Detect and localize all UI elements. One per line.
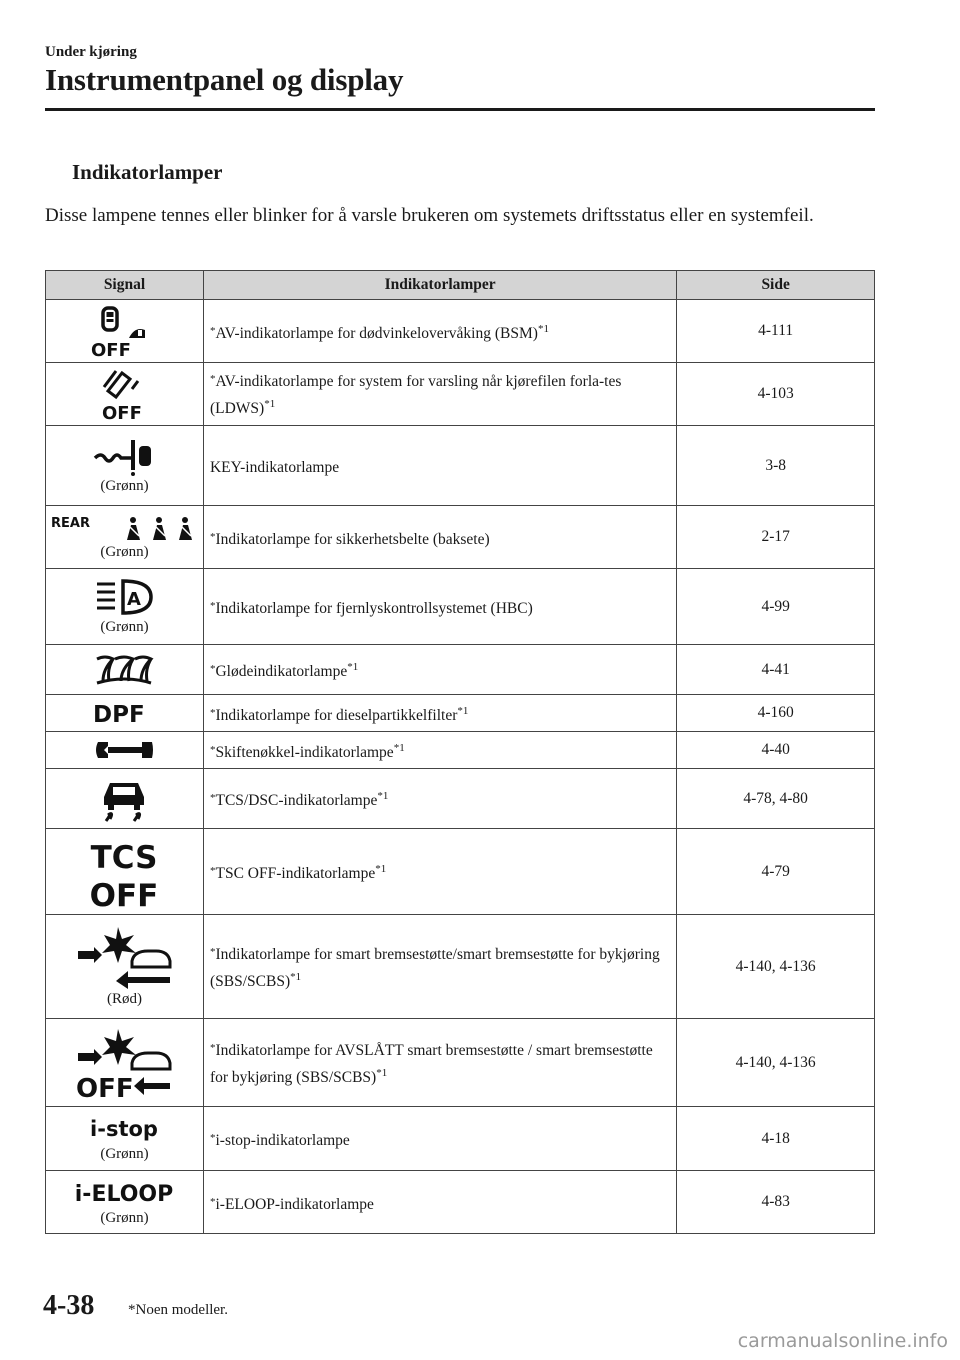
footnote-mark: *1 (375, 863, 387, 875)
indicator-text: TSC OFF-indikatorlampe (215, 865, 376, 882)
table-row (46, 506, 875, 569)
header-indicator: Indikatorlamper (203, 271, 676, 300)
header-signal: Signal (46, 271, 204, 300)
table-header-row (46, 271, 875, 300)
tcs-label: TCS (91, 839, 158, 876)
color-label: (Grønn) (100, 1209, 149, 1226)
table-row (46, 1107, 875, 1171)
table-row (46, 1171, 875, 1234)
color-label: (Rød) (106, 991, 142, 1007)
indicator-text: AV-indikatorlampe for dødvinkelovervåking (BSM) (215, 324, 538, 342)
page-ref: 4-41 (677, 645, 875, 695)
table-row (46, 569, 875, 645)
table-row (46, 363, 875, 426)
table-row (46, 695, 875, 732)
page-number: 4-38 (43, 1290, 95, 1321)
table-row (46, 426, 875, 506)
bsm-off-icon (89, 304, 159, 358)
key-icon (91, 436, 157, 476)
page-ref: 4-140, 4-136 (677, 915, 875, 1019)
page-ref: 4-99 (677, 569, 875, 645)
asterisk: * (209, 743, 216, 756)
glow-plug-icon (91, 653, 157, 687)
table-row (46, 1019, 875, 1107)
footnote-mark: *1 (377, 790, 389, 802)
indicator-text: Indikatorlampe for AVSLÅTT smart bremsestøtte / smart bremsestøtte for bykjøring (SBS/SCBS) (209, 1041, 653, 1086)
dpf-icon (89, 699, 159, 727)
wrench-icon (94, 738, 154, 762)
off-label: OFF (76, 1073, 135, 1099)
asterisk: * (209, 792, 216, 804)
color-label: (Grønn) (100, 543, 149, 560)
watermark: carmanualsonline.info (737, 1330, 948, 1352)
asterisk: * (209, 945, 216, 958)
tcs-dsc-icon (96, 775, 152, 823)
indicator-text: TCS/DSC-indikatorlampe (215, 792, 378, 809)
table-row (46, 769, 875, 829)
indicator-text: i-stop-indikatorlampe (215, 1132, 350, 1149)
asterisk: * (209, 324, 216, 337)
tcs-off-icon (86, 834, 162, 910)
footnote-mark: *1 (537, 322, 549, 335)
i-eloop-icon (74, 1178, 174, 1208)
indicator-table (45, 270, 875, 1234)
table-row (46, 300, 875, 363)
color-label: (Grønn) (100, 1146, 149, 1162)
footnote-mark: *1 (393, 741, 405, 754)
page-ref: 4-160 (677, 695, 875, 732)
section-label: Under kjøring (45, 44, 137, 60)
footnote-mark: *1 (290, 970, 302, 983)
a-label: A (127, 589, 142, 610)
off-label: OFF (90, 877, 159, 910)
page-ref: 2-17 (677, 506, 875, 569)
asterisk: * (209, 706, 216, 719)
i-stop-label: i-stop (90, 1117, 159, 1141)
footnote-mark: *1 (264, 398, 276, 410)
page-ref: 4-103 (677, 363, 875, 426)
dpf-label: DPF (93, 702, 146, 727)
asterisk: * (209, 373, 216, 385)
sbs-scbs-icon (74, 925, 174, 989)
footnote-mark: *1 (376, 1066, 388, 1079)
indicator-text: Indikatorlampe for smart bremsestøtte/smart bremsestøtte for bykjøring (SBS/SCBS) (209, 945, 660, 990)
indicator-text: i-ELOOP-indikatorlampe (215, 1195, 374, 1213)
indicator-text: Skiftenøkkel-indikatorlampe (215, 743, 394, 761)
i-eloop-label: i-ELOOP (75, 1181, 174, 1207)
indicator-text: Glødeindikatorlampe (215, 663, 348, 680)
asterisk: * (209, 865, 216, 877)
rear-label: REAR (51, 515, 91, 531)
indicator-text: KEY-indikatorlampe (209, 459, 340, 476)
ldws-off-icon (94, 367, 154, 421)
title-rule (45, 108, 875, 111)
page-title: Instrumentpanel og display (45, 62, 404, 97)
table-row (46, 732, 875, 769)
hbc-icon (93, 577, 155, 617)
table-row (46, 915, 875, 1019)
indicator-text: Indikatorlampe for fjernlyskontrollsystemet (HBC) (215, 600, 533, 617)
indicator-text: Indikatorlampe for sikkerhetsbelte (baksete) (215, 530, 490, 548)
asterisk: * (209, 663, 216, 675)
header-page: Side (677, 271, 875, 300)
asterisk: * (209, 1195, 216, 1208)
asterisk: * (209, 1132, 216, 1144)
page-ref: 4-79 (677, 829, 875, 915)
footnote: *Noen modeller. (128, 1302, 228, 1318)
off-label: OFF (91, 340, 132, 358)
sbs-scbs-off-icon (74, 1027, 174, 1099)
indicator-text: AV-indikatorlampe for system for varsling når kjørefilen forla-tes (LDWS) (209, 373, 622, 417)
page-ref: 4-140, 4-136 (677, 1019, 875, 1107)
section-heading: Indikatorlamper (72, 160, 223, 184)
table-row (46, 829, 875, 915)
page-ref: 4-78, 4-80 (677, 769, 875, 829)
footnote-mark: *1 (457, 704, 469, 717)
i-stop-icon (84, 1114, 164, 1144)
asterisk: * (209, 1041, 216, 1054)
asterisk: * (209, 600, 216, 612)
table-row (46, 645, 875, 695)
color-label: (Grønn) (100, 619, 149, 635)
indicator-text: Indikatorlampe for dieselpartikkelfilter (215, 706, 458, 724)
asterisk: * (209, 530, 216, 543)
page-ref: 4-83 (677, 1171, 875, 1234)
footnote-mark: *1 (347, 661, 359, 673)
page-ref: 3-8 (677, 426, 875, 506)
intro-paragraph: Disse lampene tennes eller blinker for å varsle brukeren om systemets driftsstatus eller en systemfeil. (45, 205, 814, 226)
page-ref: 4-18 (677, 1107, 875, 1171)
page-ref: 4-40 (677, 732, 875, 769)
off-label: OFF (102, 403, 143, 421)
rear-seatbelt-icon (49, 514, 199, 542)
color-label: (Grønn) (100, 478, 149, 494)
page-ref: 4-111 (677, 300, 875, 363)
